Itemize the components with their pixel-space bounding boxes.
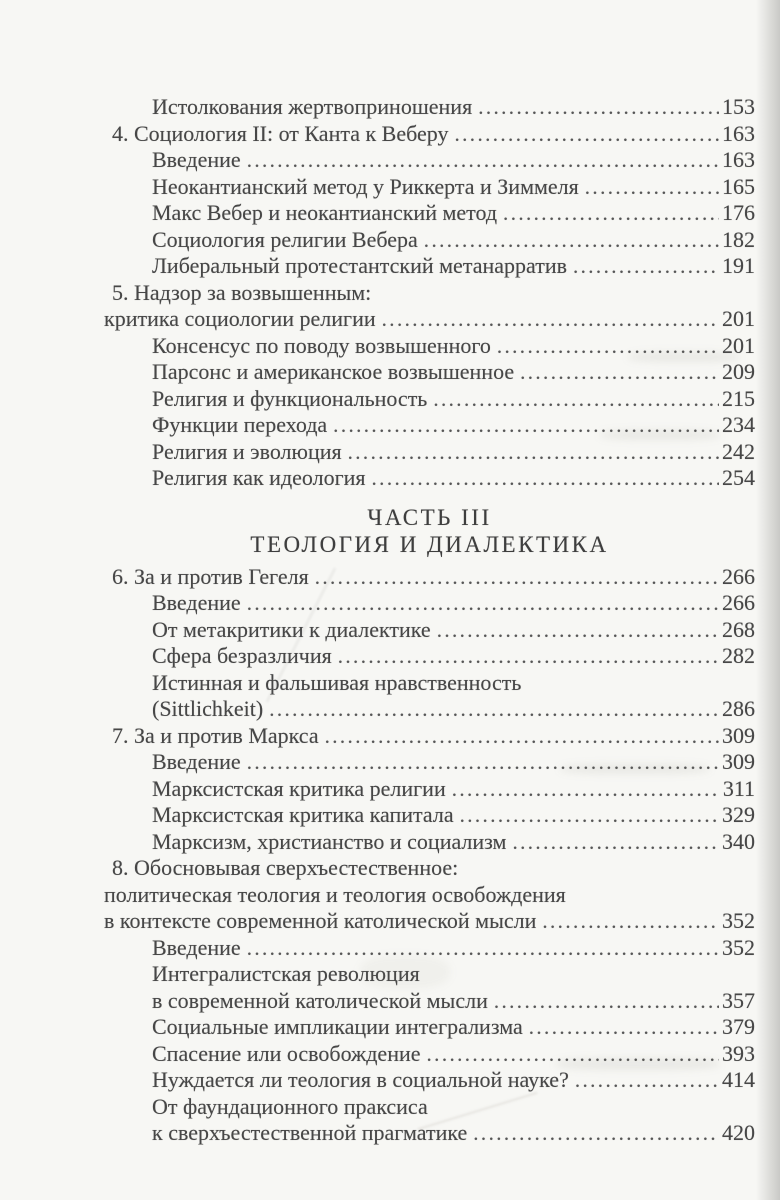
- toc-entry-title: (Sittlichkeit): [152, 696, 264, 721]
- page-number: 352: [722, 908, 755, 933]
- toc-entry: [0, 988, 780, 1015]
- part-header: [0, 504, 780, 558]
- toc-entry-title: Истолкования жертвоприношения: [152, 94, 473, 119]
- toc-entry-title: 5. Надзор за возвышенным:: [112, 279, 372, 305]
- dot-leader: [269, 696, 719, 723]
- toc-entry: [0, 147, 780, 174]
- page-number: 209: [722, 359, 755, 384]
- dot-leader: [460, 802, 719, 829]
- toc-entry-title: Консенсус по поводу возвышенного: [152, 332, 491, 358]
- dot-leader: [424, 227, 719, 254]
- toc-entry-title: в контексте современной католической мысли: [104, 908, 537, 933]
- page-number: 266: [722, 590, 755, 615]
- dot-leader: [437, 617, 719, 644]
- toc-entry-title: Сфера безразличия: [152, 643, 332, 668]
- dot-leader: [573, 253, 719, 280]
- toc-entry: [0, 723, 780, 750]
- toc-entry-title: Религия и эволюция: [152, 438, 342, 464]
- dot-leader: [333, 412, 719, 439]
- page-number: 163: [722, 120, 755, 146]
- toc-entry: [0, 1094, 780, 1121]
- toc-entry-title: Интегралистская революция: [152, 961, 420, 986]
- toc-entry-title: От метакритики к диалектике: [152, 616, 431, 642]
- page-number: 286: [722, 696, 755, 721]
- toc-entry-title: Неокантианский метод у Риккерта и Зиммеля: [152, 173, 579, 199]
- toc-entry: [0, 94, 780, 121]
- part-title-heading: ТЕОЛОГИЯ И ДИАЛЕКТИКА: [250, 531, 609, 557]
- page-number: 266: [722, 563, 755, 589]
- page-number: 414: [722, 1067, 755, 1092]
- toc-entry-title: Макс Вебер и неокантианский метод: [152, 200, 498, 225]
- dot-leader: [452, 776, 720, 803]
- toc-entry: [0, 200, 780, 227]
- dot-leader: [247, 749, 719, 776]
- page-number: 242: [722, 438, 755, 464]
- toc-entry: [0, 882, 780, 909]
- toc-entry: [0, 590, 780, 617]
- page-number: 182: [722, 226, 755, 252]
- toc-entry: [0, 670, 780, 697]
- toc-entry: [0, 776, 780, 803]
- page-number: 357: [722, 987, 755, 1013]
- toc-entry-title: 4. Социология II: от Канта к Веберу: [112, 120, 449, 146]
- toc-entry: [0, 643, 780, 670]
- toc-entry-title: Марксистская критика капитала: [152, 802, 454, 827]
- toc-entry-title: 8. Обосновывая сверхъестественное:: [112, 855, 459, 880]
- page-number: 234: [722, 412, 755, 437]
- toc-entry-title: Социальные импликации интегрализма: [152, 1014, 523, 1039]
- toc-entry-title: 6. За и против Гегеля: [112, 563, 309, 589]
- toc-entry: [0, 908, 780, 935]
- toc-entry-title: в современной католической мысли: [152, 987, 488, 1013]
- page-number: 420: [722, 1120, 755, 1145]
- dot-leader: [247, 935, 719, 962]
- toc-entry: [0, 280, 780, 307]
- page-number: 176: [722, 200, 755, 225]
- toc-entry: [0, 306, 780, 333]
- toc-entry-title: Религия и функциональность: [152, 385, 428, 411]
- table-of-contents: [0, 94, 780, 1147]
- toc-entry: [0, 696, 780, 723]
- page-number: 163: [722, 147, 755, 172]
- toc-entry-title: Нуждается ли теология в социальной науке?: [152, 1067, 569, 1092]
- toc-entry: [0, 439, 780, 466]
- dot-leader: [247, 590, 719, 617]
- dot-leader: [382, 306, 719, 333]
- page-number: 201: [722, 332, 755, 358]
- toc-entry: [0, 227, 780, 254]
- dot-leader: [512, 829, 719, 856]
- page-number: 329: [722, 802, 755, 827]
- toc-entry: [0, 1041, 780, 1068]
- toc-entry: [0, 1120, 780, 1147]
- toc-entry-title: Религия как идеология: [152, 465, 366, 490]
- page-number: 191: [722, 253, 755, 278]
- part-number-heading: ЧАСТЬ III: [367, 504, 492, 530]
- dot-leader: [542, 908, 719, 935]
- dot-leader: [427, 1041, 719, 1068]
- toc-entry-title: к сверхъестественной прагматике: [152, 1120, 468, 1145]
- toc-entry: [0, 802, 780, 829]
- toc-entry-title: Спасение или освобождение: [152, 1040, 421, 1066]
- toc-entry: [0, 1014, 780, 1041]
- toc-entry: [0, 829, 780, 856]
- page-number: 282: [722, 643, 755, 668]
- page-number: 165: [722, 173, 755, 199]
- dot-leader: [338, 643, 719, 670]
- page-number: 201: [722, 306, 755, 331]
- dot-leader: [372, 465, 719, 492]
- page-number: 254: [722, 465, 755, 490]
- dot-leader: [520, 359, 719, 386]
- toc-entry: [0, 121, 780, 148]
- toc-entry-title: Социология религии Вебера: [152, 226, 418, 252]
- toc-entry-title: Парсонс и американское возвышенное: [152, 359, 515, 384]
- dot-leader: [478, 94, 719, 121]
- dot-leader: [348, 439, 719, 466]
- toc-entry-title: Введение: [152, 749, 241, 774]
- page-number: 309: [722, 749, 755, 774]
- toc-entry-title: Введение: [152, 590, 241, 615]
- page-number: 379: [722, 1014, 755, 1039]
- page-number: 393: [722, 1040, 755, 1066]
- dot-leader: [247, 147, 719, 174]
- toc-entry: [0, 465, 780, 492]
- toc-entry: [0, 333, 780, 360]
- toc-entry-title: Марксистская критика религии: [152, 775, 446, 801]
- toc-entry: [0, 174, 780, 201]
- dot-leader: [529, 1014, 719, 1041]
- toc-entry: [0, 961, 780, 988]
- toc-entry-title: Либеральный протестантский метанарратив: [152, 253, 567, 278]
- page-number: 309: [722, 722, 755, 748]
- toc-entry: [0, 935, 780, 962]
- toc-entry: [0, 359, 780, 386]
- page-number: 311: [722, 775, 755, 801]
- toc-entry-title: 7. За и против Маркса: [112, 722, 319, 748]
- page-number: 153: [722, 94, 755, 119]
- toc-entry-title: Введение: [152, 147, 241, 172]
- page-number: 352: [722, 934, 755, 960]
- toc-entry: [0, 386, 780, 413]
- toc-entry-title: Истинная и фальшивая нравственность: [152, 669, 522, 695]
- toc-section-part-three: [0, 564, 780, 1147]
- toc-entry-title: Марксизм, христианство и социализм: [152, 828, 507, 854]
- dot-leader: [575, 1067, 719, 1094]
- toc-entry-title: политическая теология и теология освобождения: [104, 881, 566, 907]
- page-number: 340: [722, 828, 755, 854]
- toc-entry-title: критика социологии религии: [104, 306, 376, 331]
- toc-entry: [0, 855, 780, 882]
- toc-entry: [0, 253, 780, 280]
- dot-leader: [315, 564, 719, 591]
- dot-leader: [497, 333, 719, 360]
- toc-entry: [0, 564, 780, 591]
- toc-entry-title: От фаундационного праксиса: [152, 1093, 428, 1119]
- dot-leader: [473, 1120, 719, 1147]
- dot-leader: [503, 200, 719, 227]
- dot-leader: [455, 121, 720, 148]
- toc-entry-title: Введение: [152, 934, 241, 960]
- dot-leader: [585, 174, 719, 201]
- dot-leader: [494, 988, 719, 1015]
- toc-entry: [0, 1067, 780, 1094]
- toc-entry-title: Функции перехода: [152, 412, 328, 437]
- dot-leader: [433, 386, 719, 413]
- toc-section-before-part: [0, 94, 780, 492]
- toc-entry: [0, 749, 780, 776]
- page-number: 268: [722, 616, 755, 642]
- page-number: 215: [722, 385, 755, 411]
- toc-entry: [0, 412, 780, 439]
- toc-entry: [0, 617, 780, 644]
- dot-leader: [325, 723, 719, 750]
